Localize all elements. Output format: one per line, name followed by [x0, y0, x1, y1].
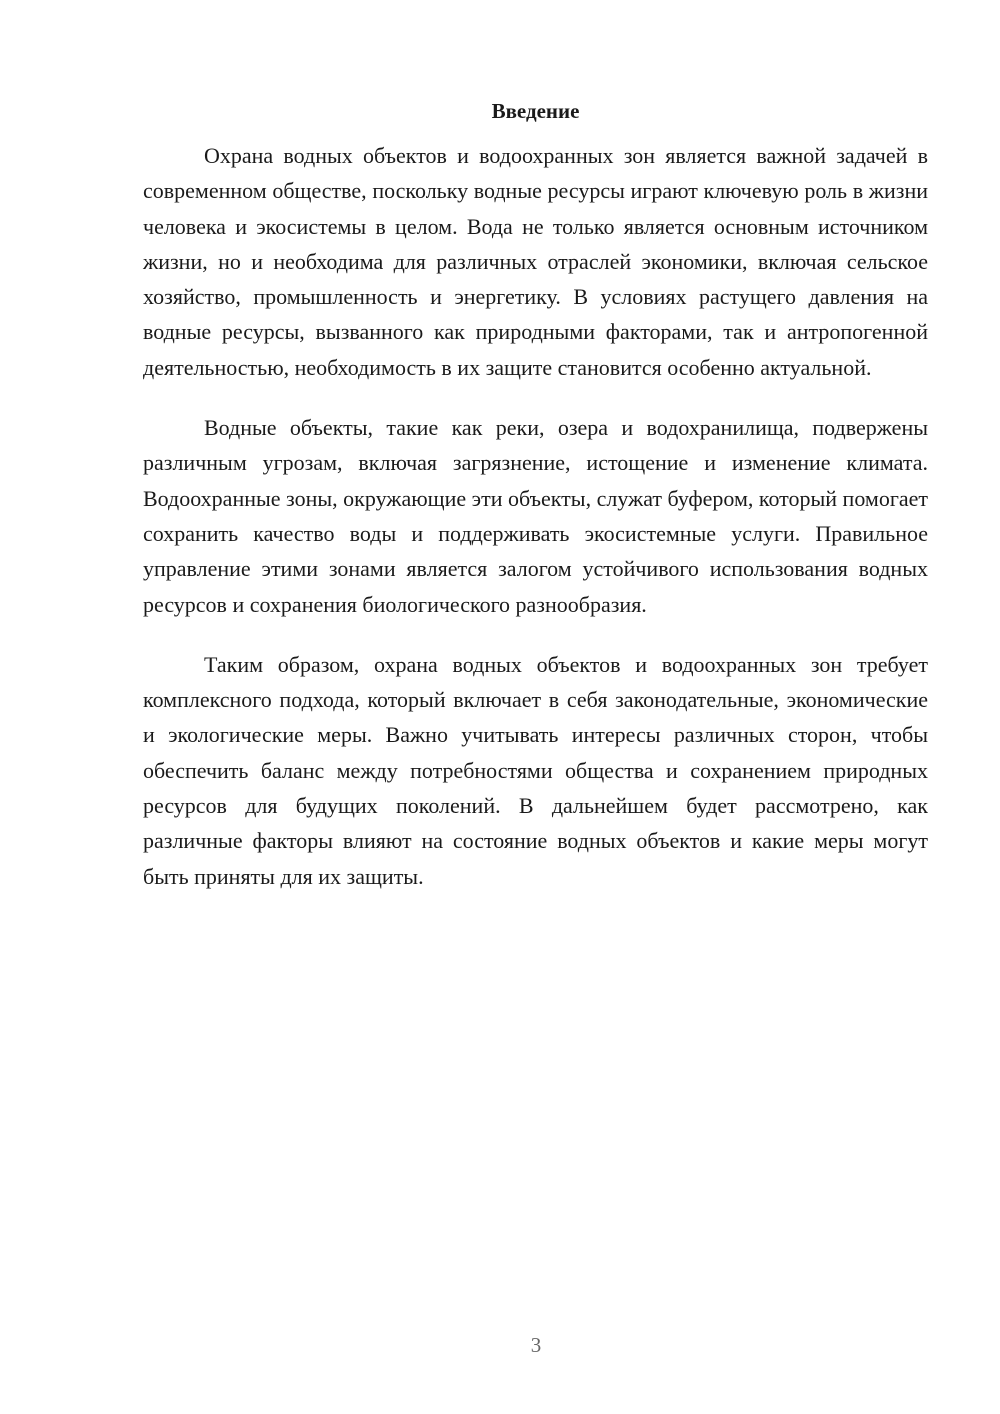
page-content: [143, 96, 928, 919]
page-number: 3: [530, 1333, 542, 1357]
section-heading: Введение: [491, 99, 580, 123]
paragraph-1: Охрана водных объектов и водоохранных зон является важной задачей в современном обществе, поскольку водные ресурсы играют ключевую роль в жизни человека и экосистемы в целом. Вода не только является основным источником жизни, но и необходима для различных отраслей экономики, включая сельское хозяйство, промышленность и энергетику. В условиях растущего давления на водные ресурсы, вызванного как природными факторами, так и антропогенной деятельностью, необходимость в их защите становится особенно актуальной.: [143, 143, 928, 380]
paragraph-3: Таким образом, охрана водных объектов и водоохранных зон требует комплексного подхода, который включает в себя законодательные, экономические и экологические меры. Важно учитывать интересы различных сторон, чтобы обеспечить баланс между потребностями общества и сохранением природных ресурсов для будущих поколений. В дальнейшем будет рассмотрено, как различные факторы влияют на состояние водных объектов и какие меры могут быть приняты для их защиты.: [143, 651, 928, 889]
paragraph-2: Водные объекты, такие как реки, озера и водохранилища, подвержены различным угрозам, включая загрязнение, истощение и изменение климата. Водоохранные зоны, окружающие эти объекты, служат буфером, который помогает сохранить качество воды и поддерживать экосистемные услуги. Правильное управление этими зонами является залогом устойчивого использования водных ресурсов и сохранения биологического разнообразия.: [143, 415, 928, 617]
